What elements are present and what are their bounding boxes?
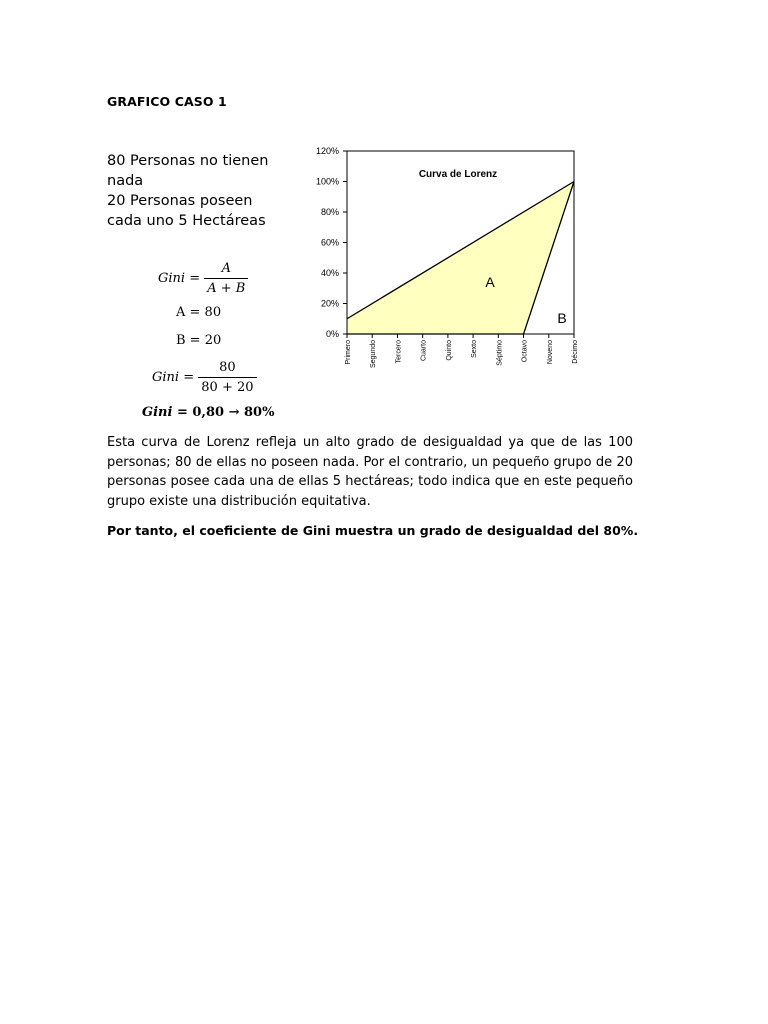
lorenz-chart (300, 138, 600, 378)
fraction-a-over-ab (204, 261, 248, 296)
gini-label: Gini (152, 370, 180, 385)
y-tick-label: 100% (315, 176, 339, 187)
x-tick-label: Décimo (572, 340, 579, 364)
x-tick-label: Cuarto (420, 340, 428, 362)
equals-sign: = (189, 271, 201, 286)
y-tick-label: 80% (320, 207, 339, 217)
fraction-numerator: 80 (219, 360, 236, 375)
fraction-numerator: A (221, 261, 232, 276)
x-tick-label: Sexto (471, 340, 479, 358)
b-value-line: B = 20 (176, 333, 222, 348)
explanation-paragraph: Esta curva de Lorenz refleja un alto grado de desigualdad ya que de las 100 personas; 80 de ellas no poseen nada. Por el contrario, un pequeño grupo de 20 personas posee cada una de ellas 5 hectáreas; todo indica que en este pequeño grupo existe una distribución equitativa. (107, 435, 633, 509)
gini-label: Gini (142, 405, 173, 420)
gini-label: Gini (158, 271, 186, 286)
intro-text (107, 151, 297, 231)
area-a-fill (347, 182, 574, 335)
conclusion-text: Por tanto, el coeficiente de Gini muestra un grado de desigualdad del 80%. (107, 523, 639, 538)
gini-substituted (152, 360, 257, 395)
x-tick-label: Tercero (395, 340, 403, 364)
region-label-b: B (557, 310, 567, 326)
y-tick-label: 40% (320, 268, 339, 278)
x-tick-label: Segundo (370, 340, 378, 369)
x-tick-label: Noveno (546, 340, 554, 365)
x-tick-label: Octavo (521, 340, 529, 363)
page-heading: GRAFICO CASO 1 (107, 94, 227, 109)
gini-formula (158, 261, 248, 296)
a-value-line: A = 80 (176, 305, 222, 320)
intro-line: 20 Personas poseen (107, 193, 253, 209)
chart-title: Curva de Lorenz (418, 169, 498, 180)
intro-line: cada uno 5 Hectáreas (107, 213, 266, 229)
intro-line: 80 Personas no tienen (107, 153, 269, 169)
x-tick-label: Primero (345, 340, 352, 365)
fraction-denominator: 80 + 20 (198, 377, 256, 395)
region-label-a: A (485, 274, 495, 290)
x-tick-label: Quinto (445, 340, 453, 361)
intro-line: nada (107, 173, 144, 189)
gini-result (142, 405, 274, 420)
y-tick-label: 20% (320, 298, 339, 309)
y-tick-label: 60% (320, 237, 339, 248)
equals-sign: = (183, 370, 195, 385)
y-tick-label: 120% (315, 146, 339, 156)
result-value: = 0,80 → 80% (176, 405, 275, 420)
x-tick-label: Séptimo (496, 340, 504, 366)
fraction-denominator: A + B (204, 278, 248, 296)
fraction-80-over-100 (198, 360, 256, 395)
y-tick-label: 0% (325, 329, 339, 339)
